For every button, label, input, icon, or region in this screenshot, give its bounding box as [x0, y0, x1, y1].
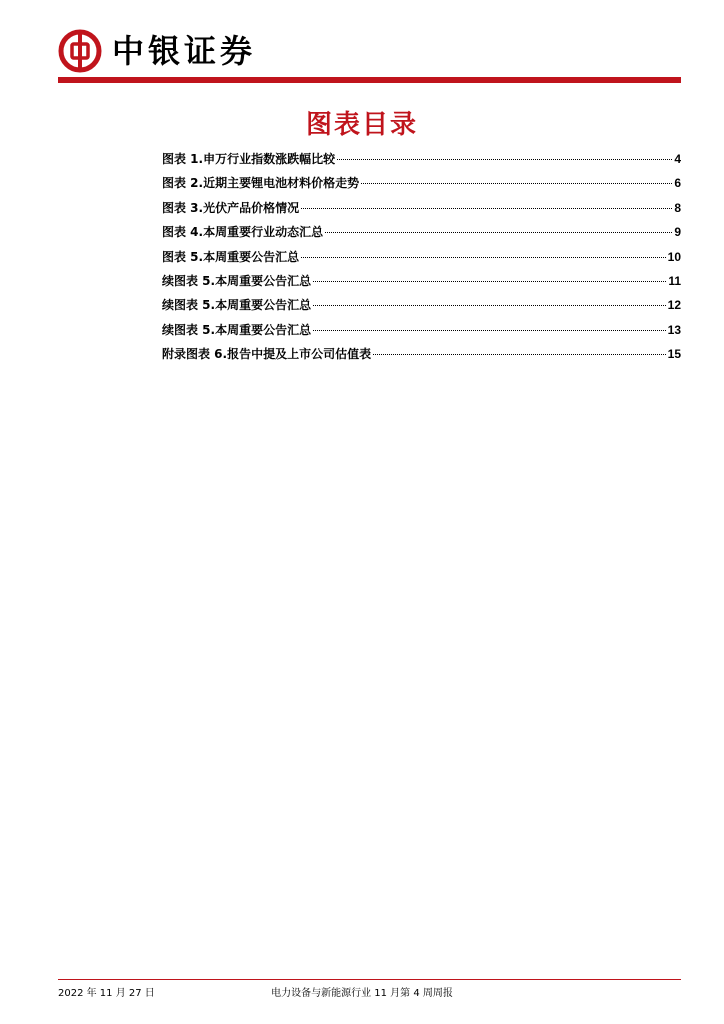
dot-leader	[301, 257, 666, 258]
page-header	[58, 28, 256, 74]
toc-entry-label: 续图表 5.本周重要公告汇总	[162, 273, 312, 288]
toc-entry[interactable]	[162, 223, 681, 247]
toc-entry-page: 6	[674, 176, 681, 191]
toc-entry-label: 图表 1.申万行业指数涨跌幅比较	[162, 152, 336, 166]
toc-entry[interactable]	[162, 345, 681, 369]
dot-leader	[337, 159, 672, 160]
footer-date: 2022 年 11 月 27 日	[58, 988, 155, 999]
page-title: 图表目录	[305, 110, 418, 140]
footer-report-title: 电力设备与新能源行业 11 月第 4 周周报	[271, 988, 453, 999]
toc-entry[interactable]	[162, 272, 681, 296]
toc-entry-label: 续图表 5.本周重要公告汇总	[162, 322, 312, 337]
toc-entry-label: 图表 5.本周重要公告汇总	[162, 249, 300, 264]
toc-entry-page: 9	[674, 225, 681, 240]
toc-entry-page: 10	[667, 249, 681, 264]
toc-entry-page: 12	[667, 298, 681, 313]
toc-entry-label: 图表 4.本周重要行业动态汇总	[162, 225, 324, 240]
toc-entry[interactable]	[162, 296, 681, 320]
toc-entry[interactable]	[162, 248, 681, 272]
toc-entry-label: 附录图表 6.报告中提及上市公司估值表	[162, 347, 372, 362]
header-divider	[58, 77, 681, 83]
toc-entry-label: 续图表 5.本周重要公告汇总	[162, 298, 312, 313]
toc-entry-page: 8	[674, 200, 681, 215]
dot-leader	[313, 305, 666, 306]
dot-leader	[313, 330, 666, 331]
toc-entry-label: 图表 2.近期主要锂电池材料价格走势	[162, 176, 360, 191]
dot-leader	[361, 183, 672, 184]
toc-entry[interactable]	[162, 321, 681, 345]
toc-entry[interactable]	[162, 150, 681, 174]
toc-entry-page: 4	[674, 152, 681, 166]
toc-entry[interactable]	[162, 174, 681, 198]
footer-divider	[58, 979, 681, 980]
toc-entry-page: 15	[667, 347, 681, 362]
dot-leader	[313, 281, 666, 282]
toc-entry-page: 11	[668, 273, 681, 288]
brand-name: 中银证券	[112, 32, 257, 70]
dot-leader	[301, 208, 672, 209]
bank-of-china-logo-icon	[58, 29, 102, 73]
dot-leader	[325, 232, 672, 233]
toc-entry-label: 图表 3.光伏产品价格情况	[162, 200, 300, 215]
table-of-figures	[162, 150, 681, 370]
toc-entry[interactable]	[162, 199, 681, 223]
toc-entry-page: 13	[667, 322, 681, 337]
dot-leader	[373, 354, 666, 355]
